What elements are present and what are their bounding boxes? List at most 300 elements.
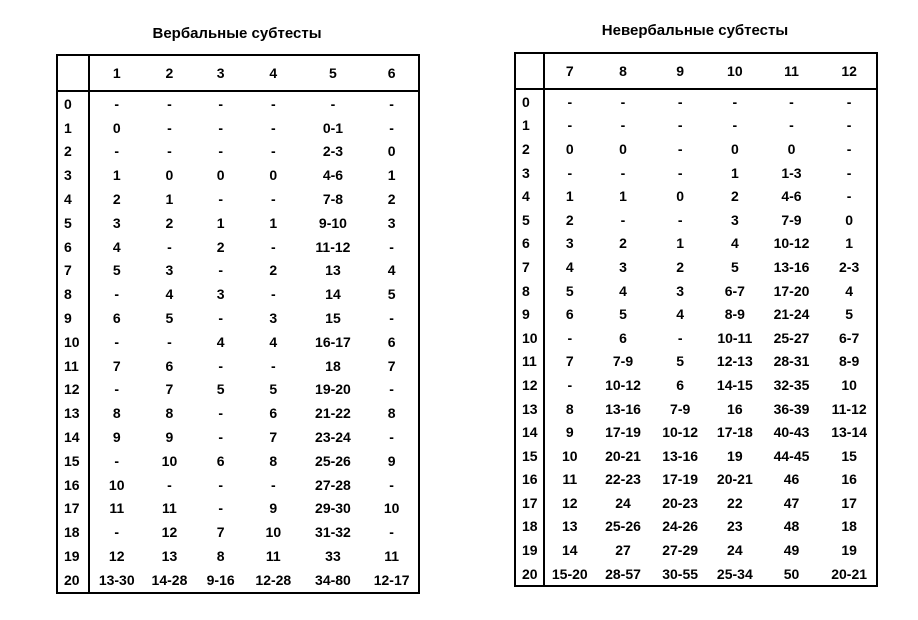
table-cell: 1 [730,164,739,181]
table-cell: 15 [841,447,857,464]
table-cell: 36-39 [773,400,810,417]
table-row [57,211,419,235]
score-label: 17 [57,497,89,521]
corner-cell [515,53,544,89]
table-cell: 8 [387,405,396,422]
table-cell: 22 [727,494,743,511]
table-cell: 0 [165,167,174,184]
column-header: 11 [761,53,823,89]
table-cell: - [567,93,573,110]
score-label: 19 [57,544,89,568]
table-cell: 7-9 [781,211,802,228]
table-cell: 14-28 [151,571,188,588]
table-cell: 13-14 [831,424,868,441]
table-cell: 24 [727,542,743,559]
table-cell: 17-19 [662,471,699,488]
table-cell: 1 [676,235,685,252]
table-cell: - [167,143,172,160]
table-cell: 25-34 [716,565,753,582]
table-cell: 5 [112,262,121,279]
table-cell: 25-26 [315,452,351,469]
table-cell: 16-17 [315,333,351,350]
table-cell: 23 [727,518,743,535]
score-label: 4 [57,187,89,211]
table-cell: 3 [730,211,739,228]
table-cell: 3 [216,286,225,303]
table-cell: 1 [845,235,854,252]
table-row [57,401,419,425]
table-cell: 28-57 [605,565,641,582]
table-cell: 19 [727,447,743,464]
table-cell: - [732,93,738,110]
table-cell: 10-11 [717,329,753,346]
table-row [515,137,877,161]
table-cell: 1 [387,167,396,184]
table-cell: 34-80 [315,571,351,588]
table-cell: 0 [565,140,574,157]
table-cell: 15-20 [551,565,588,582]
table-cell: 6 [112,310,121,327]
table-cell: 49 [783,542,800,559]
table-row [515,373,877,397]
table-cell: 2 [619,235,627,252]
table-cell: - [218,119,223,136]
table-cell: - [218,476,223,493]
table-cell: 12-13 [716,353,753,370]
verbal-subtests-title: Вербальные субтесты [152,25,322,42]
table-cell: 1 [269,214,278,231]
table-row [515,397,877,421]
table-cell: - [114,524,120,541]
table-cell: 2 [565,211,574,228]
table-row [57,520,419,544]
score-label: 13 [57,401,89,425]
table-cell: 20-21 [716,471,753,488]
table-cell: - [789,93,794,110]
table-cell: - [567,329,573,346]
table-row [57,306,419,330]
table-cell: 11 [384,548,400,565]
table-cell: 12-17 [373,571,410,588]
table-row [57,473,419,497]
column-header: 3 [195,55,246,91]
table-cell: 2 [269,262,278,279]
table-cell: 10 [265,524,282,541]
table-cell: 7-9 [612,353,634,370]
table-cell: 17-19 [605,424,641,441]
table-cell: 13 [325,262,341,279]
table-cell: - [218,191,223,208]
table-cell: - [846,188,852,205]
table-cell: 7 [216,524,225,541]
table-row [515,232,877,256]
table-row [57,187,419,211]
column-header: 12 [822,53,877,89]
score-label: 11 [515,350,544,374]
table-cell: 23-24 [315,429,351,446]
table-cell: - [389,95,394,112]
table-cell: 6-7 [724,282,745,299]
table-cell: 25-27 [773,329,810,346]
table-cell: 8 [112,405,121,422]
table-cell: 20-21 [605,447,641,464]
table-cell: 0-1 [322,119,344,136]
table-cell: - [677,164,683,181]
table-cell: 13-30 [98,571,135,588]
table-cell: 40-43 [773,424,810,441]
table-cell: - [114,95,120,112]
table-cell: 13-16 [605,400,641,417]
score-label: 14 [57,425,89,449]
score-label: 20 [515,562,544,587]
table-cell: 0 [216,167,225,184]
column-header: 8 [595,53,652,89]
table-cell: 2 [216,238,225,255]
table-cell: 6-7 [839,329,860,346]
table-cell: - [732,117,738,134]
column-header: 1 [89,55,144,91]
table-cell: 7 [565,353,574,370]
table-cell: 3 [387,214,396,231]
table-cell: - [677,329,683,346]
table-cell: 17-18 [716,424,753,441]
table-cell: 11 [265,548,281,565]
table-cell: 24-26 [662,518,699,535]
table-cell: 5 [387,286,396,303]
table-cell: - [270,238,276,255]
table-row [57,116,419,140]
table-cell: 4 [216,333,225,350]
verbal-subtests-table [56,54,420,594]
table-cell: 2 [165,214,174,231]
table-cell: 0 [387,143,396,160]
table-cell: 11 [562,471,578,488]
table-cell: 14 [325,286,341,303]
table-cell: 8-9 [839,353,860,370]
table-cell: 11-12 [315,238,351,255]
table-cell: 13 [562,518,578,535]
table-row [515,302,877,326]
score-label: 0 [57,91,89,116]
column-header: 9 [651,53,709,89]
table-cell: 10-12 [773,235,810,252]
score-label: 16 [515,468,544,492]
table-cell: - [218,357,223,374]
table-cell: 5 [730,258,739,275]
table-cell: 50 [783,565,800,582]
table-cell: - [167,119,172,136]
column-header: 10 [709,53,761,89]
table-cell: - [389,429,394,446]
table-cell: 12 [108,548,125,565]
table-row [57,354,419,378]
table-row [57,330,419,354]
table-cell: 17-20 [773,282,810,299]
table-cell: 3 [165,262,174,279]
table-cell: - [620,164,626,181]
table-cell: - [270,191,276,208]
table-cell: 0 [845,211,854,228]
table-cell: 27-28 [315,476,351,493]
table-cell: 16 [727,400,743,417]
score-label: 13 [515,397,544,421]
score-label: 15 [515,444,544,468]
table-cell: 12 [562,494,578,511]
table-cell: 8 [565,400,574,417]
table-cell: 27-29 [662,542,699,559]
table-cell: 24 [615,494,631,511]
table-cell: 9 [165,429,174,446]
table-row [57,497,419,521]
score-label: 9 [57,306,89,330]
table-cell: 9 [565,424,574,441]
table-cell: 4 [165,286,174,303]
score-label: 20 [57,568,89,593]
table-cell: - [167,333,172,350]
table-cell: 9 [112,429,121,446]
table-cell: 5 [216,381,225,398]
table-cell: - [677,93,683,110]
score-label: 7 [515,255,544,279]
header-row [57,55,419,91]
table-cell: - [389,381,394,398]
table-cell: - [846,140,852,157]
table-row [515,184,877,208]
table-cell: 10 [161,452,178,469]
table-cell: 1 [216,214,225,231]
table-cell: 31-32 [315,524,351,541]
table-cell: - [167,476,172,493]
table-cell: 2-3 [839,258,860,275]
table-cell: - [389,310,394,327]
table-cell: 19-20 [315,381,351,398]
table-cell: 19 [841,542,857,559]
table-cell: 1 [565,188,574,205]
table-cell: - [218,429,223,446]
table-cell: 4 [112,238,121,255]
table-cell: 3 [565,235,574,252]
table-cell: 28-31 [773,353,810,370]
table-row [515,468,877,492]
table-cell: 1 [112,167,121,184]
table-cell: 22-23 [605,471,641,488]
table-cell: 6 [565,306,574,323]
table-row [57,568,419,593]
table-cell: - [167,238,172,255]
table-cell: - [620,117,626,134]
table-cell: 8-9 [724,306,745,323]
table-cell: - [218,143,223,160]
table-cell: 5 [565,282,574,299]
score-label: 3 [515,161,544,185]
column-header: 4 [246,55,301,91]
corner-cell [57,55,89,91]
table-row [515,255,877,279]
table-cell: - [114,286,120,303]
table-cell: - [567,117,573,134]
table-cell: - [270,357,276,374]
column-header: 5 [301,55,366,91]
table-row [57,235,419,259]
table-cell: 5 [676,353,685,370]
table-cell: 10-12 [605,376,641,393]
table-cell: 3 [112,214,121,231]
table-row [515,326,877,350]
table-cell: 7 [112,357,121,374]
table-cell: 3 [676,282,685,299]
table-cell: - [389,524,394,541]
table-cell: - [846,164,852,181]
table-row [57,140,419,164]
score-label: 6 [515,232,544,256]
table-cell: 0 [269,167,278,184]
table-cell: 2-3 [322,143,344,160]
table-cell: 12-28 [255,571,292,588]
table-cell: 14 [562,542,578,559]
table-row [515,420,877,444]
table-cell: 7-9 [670,400,691,417]
table-cell: 4 [619,282,627,299]
table-cell: 18 [325,357,341,374]
score-label: 3 [57,163,89,187]
table-cell: - [330,95,336,112]
score-label: 4 [515,184,544,208]
table-cell: 6 [269,405,278,422]
score-label: 18 [515,515,544,539]
column-header: 6 [365,55,419,91]
table-cell: 21-22 [315,405,351,422]
table-cell: 11-12 [831,400,867,417]
table-cell: 11 [162,500,177,517]
table-row [57,378,419,402]
table-cell: - [270,143,276,160]
table-cell: - [846,117,852,134]
table-cell: - [218,262,223,279]
table-cell: 4 [845,282,854,299]
score-label: 11 [57,354,89,378]
table-cell: 8 [269,452,278,469]
table-cell: 1-3 [781,164,802,181]
table-cell: 27 [615,542,631,559]
table-cell: 46 [783,471,800,488]
table-cell: - [677,211,683,228]
table-row [515,538,877,562]
table-cell: 10 [841,376,857,393]
table-cell: - [677,140,683,157]
score-label: 1 [57,116,89,140]
table-cell: 4 [387,262,396,279]
score-label: 17 [515,491,544,515]
table-cell: - [567,376,573,393]
table-cell: 29-30 [315,500,351,517]
table-cell: 14-15 [716,376,753,393]
table-row [57,425,419,449]
table-cell: 9-10 [318,214,347,231]
table-cell: 13 [161,548,178,565]
table-row [57,91,419,116]
table-cell: 9-16 [206,571,235,588]
table-cell: 5 [845,306,854,323]
table-cell: - [620,93,626,110]
table-cell: 6 [619,329,627,346]
table-cell: 48 [783,518,800,535]
table-cell: - [270,476,276,493]
table-cell: 32-35 [773,376,810,393]
table-cell: 4 [676,306,685,323]
nonverbal-subtests-table [514,52,878,587]
table-cell: - [218,95,223,112]
table-row [515,89,877,114]
table-cell: 1 [619,188,627,205]
table-cell: - [846,93,852,110]
table-cell: 12 [161,524,178,541]
table-cell: 20-21 [831,565,868,582]
table-cell: - [620,211,626,228]
table-cell: - [114,143,120,160]
table-cell: - [114,381,120,398]
table-cell: - [567,164,573,181]
table-cell: 15 [325,310,341,327]
score-label: 10 [57,330,89,354]
table-cell: 11 [109,500,125,517]
table-cell: 6 [676,376,685,393]
table-cell: - [114,452,120,469]
score-label: 7 [57,259,89,283]
table-cell: 6 [216,452,225,469]
score-label: 19 [515,538,544,562]
table-cell: 18 [841,518,857,535]
table-cell: 5 [165,310,174,327]
table-cell: 1 [165,191,174,208]
table-row [515,161,877,185]
table-cell: 4-6 [781,188,802,205]
score-label: 12 [57,378,89,402]
score-label: 2 [515,137,544,161]
table-cell: - [677,117,683,134]
table-cell: 2 [112,191,121,208]
column-header: 2 [144,55,196,91]
table-cell: 10 [383,500,400,517]
score-label: 12 [515,373,544,397]
table-row [515,208,877,232]
score-label: 6 [57,235,89,259]
table-row [57,259,419,283]
table-cell: - [114,333,120,350]
table-cell: 2 [730,188,739,205]
table-cell: 6 [165,357,174,374]
table-cell: 2 [676,258,685,275]
table-row [515,444,877,468]
table-row [57,449,419,473]
table-cell: - [270,286,276,303]
score-label: 16 [57,473,89,497]
table-cell: 13-16 [662,447,699,464]
table-cell: 3 [619,258,627,275]
table-cell: 33 [325,548,341,565]
table-cell: 4-6 [322,167,344,184]
table-cell: 30-55 [662,565,699,582]
table-cell: 17 [841,494,857,511]
table-row [515,279,877,303]
table-cell: - [789,117,794,134]
score-label: 15 [57,449,89,473]
table-cell: 3 [269,310,278,327]
score-label: 1 [515,114,544,138]
table-cell: - [218,500,223,517]
table-cell: 9 [387,452,396,469]
table-row [57,163,419,187]
score-label: 14 [515,420,544,444]
